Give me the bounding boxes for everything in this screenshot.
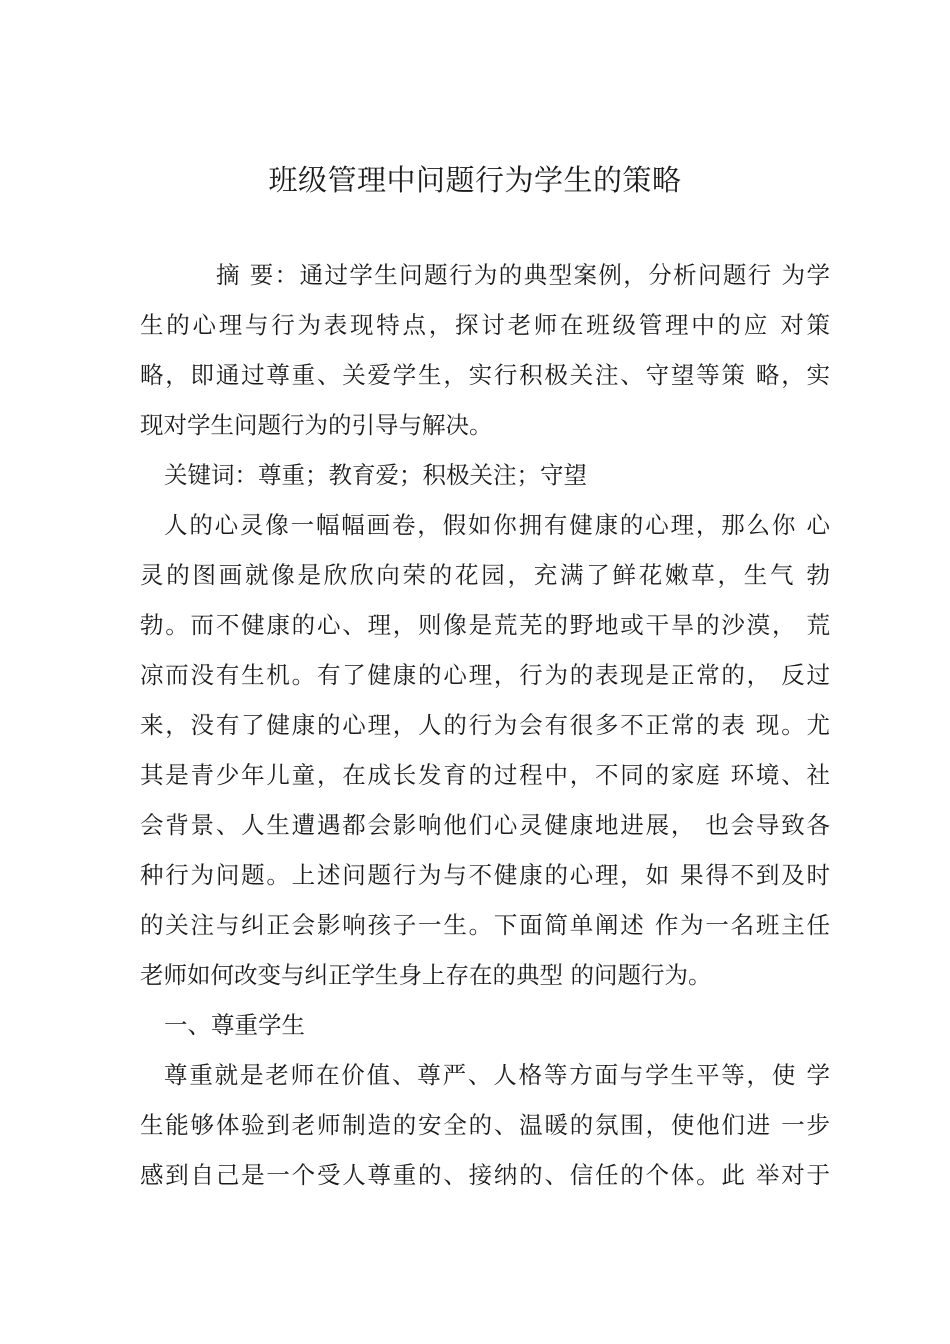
abstract-line: 生的心理与行为表现特点，探讨老师在班级管理中的应 对策 bbox=[140, 311, 830, 339]
document-title: 班级管理中问题行为学生的策略 bbox=[268, 163, 682, 197]
intro-line: 会背景、人生遭遇都会影响他们心灵健康地进展， 也会导致各 bbox=[140, 811, 830, 839]
intro-line: 勃。而不健康的心、理，则像是荒芜的野地或干旱的沙漠， 荒 bbox=[140, 611, 830, 639]
abstract-line: 现对学生问题行为的引导与解决。 bbox=[140, 411, 493, 439]
intro-line: 老师如何改变与纠正学生身上存在的典型 的问题行为。 bbox=[140, 961, 712, 989]
section-line: 尊重就是老师在价值、尊严、人格等方面与学生平等，使 学 bbox=[164, 1061, 830, 1089]
intro-line: 种行为问题。上述问题行为与不健康的心理，如 果得不到及时 bbox=[140, 861, 830, 889]
intro-line: 灵的图画就像是欣欣向荣的花园，充满了鲜花嫩草，生气 勃 bbox=[140, 561, 830, 589]
section-line: 感到自己是一个受人尊重的、接纳的、信任的个体。此 举对于 bbox=[140, 1161, 830, 1189]
section-line: 生能够体验到老师制造的安全的、温暖的氛围，使他们进 一步 bbox=[140, 1111, 830, 1139]
keywords-line: 关键词：尊重；教育爱；积极关注；守望 bbox=[164, 461, 587, 489]
intro-line: 的关注与纠正会影响孩子一生。下面简单阐述 作为一名班主任 bbox=[140, 911, 830, 939]
section-heading: 一、尊重学生 bbox=[164, 1011, 305, 1039]
intro-line: 人的心灵像一幅幅画卷，假如你拥有健康的心理，那么你 心 bbox=[164, 511, 830, 539]
intro-line: 来，没有了健康的心理，人的行为会有很多不正常的表 现。尤 bbox=[140, 711, 830, 739]
abstract-line: 略，即通过尊重、关爱学生，实行积极关注、守望等策 略，实 bbox=[140, 361, 830, 389]
document-body bbox=[140, 250, 830, 1200]
abstract-line: 摘 要：通过学生问题行为的典型案例，分析问题行 为学 bbox=[216, 261, 830, 289]
intro-line: 其是青少年儿童，在成长发育的过程中，不同的家庭 环境、社 bbox=[140, 761, 830, 789]
intro-line: 凉而没有生机。有了健康的心理，行为的表现是正常的， 反过 bbox=[140, 661, 830, 689]
